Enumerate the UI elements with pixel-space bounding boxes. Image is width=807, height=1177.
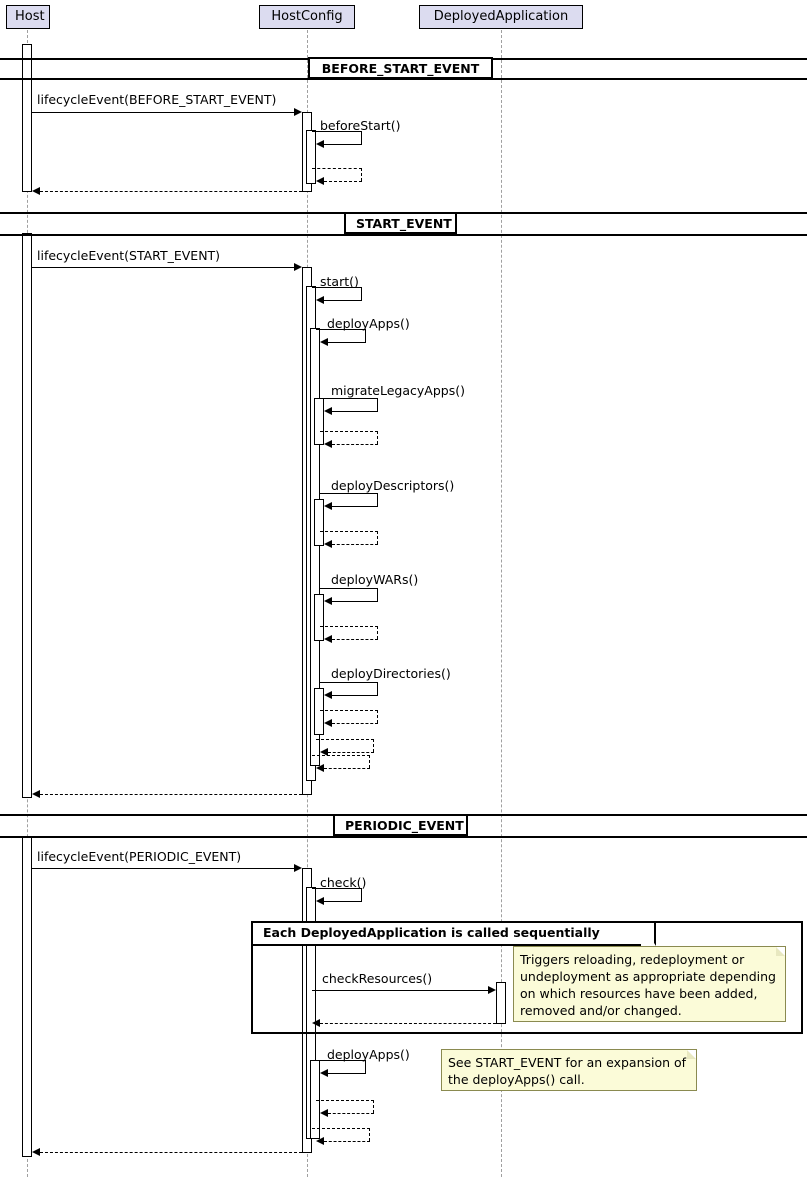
message-line-beforestart-top — [312, 131, 362, 132]
message-arrow-lifecycle-periodic — [294, 864, 302, 872]
return-arrow-beforestart — [316, 177, 324, 185]
return-arrow-start — [316, 764, 324, 772]
message-line-start-top — [312, 287, 362, 288]
message-line-lifecycle-before-start — [32, 112, 295, 113]
note-deployapps: See START_EVENT for an expansion of the deployApps() call. — [441, 1049, 697, 1091]
divider-rule-2b — [0, 234, 807, 236]
message-line-checkresources — [312, 990, 488, 991]
message-vert-descriptors — [377, 493, 378, 506]
return-arrow-descriptors — [324, 540, 332, 548]
activation-hostconfig-wars — [314, 594, 324, 641]
message-label-lifecycle-periodic: lifecycleEvent(PERIODIC_EVENT) — [37, 849, 242, 864]
message-arrow-check — [316, 897, 324, 905]
message-label-beforestart: beforeStart() — [320, 118, 401, 133]
message-line-directories-bot — [332, 695, 378, 696]
return-vert-deployapps1 — [373, 739, 374, 752]
message-line-start-bot — [324, 300, 362, 301]
return-arrow-host-2 — [32, 790, 40, 798]
message-label-check: check() — [320, 875, 367, 890]
return-arrow-host-3 — [32, 1148, 40, 1156]
message-line-deployapps2-top — [316, 1060, 366, 1061]
message-label-lifecycle-before-start: lifecycleEvent(BEFORE_START_EVENT) — [37, 92, 277, 107]
return-line-descriptors-top — [320, 531, 378, 532]
message-label-lifecycle-start: lifecycleEvent(START_EVENT) — [37, 248, 221, 263]
message-label-start: start() — [320, 274, 359, 289]
message-label-deployapps-1: deployApps() — [327, 316, 410, 331]
return-line-wars-top — [320, 626, 378, 627]
return-line-host-2 — [40, 794, 302, 795]
message-vert-start — [361, 287, 362, 300]
return-line-wars-bot — [332, 639, 378, 640]
message-line-directories-top — [320, 682, 378, 683]
message-line-migrate-bot — [332, 411, 378, 412]
return-vert-beforestart — [361, 168, 362, 181]
message-line-lifecycle-periodic — [32, 868, 295, 869]
activation-host-2 — [22, 233, 32, 798]
message-arrow-migrate — [324, 407, 332, 415]
activation-host-1 — [22, 44, 32, 192]
message-arrow-deployapps2 — [320, 1069, 328, 1077]
message-line-descriptors-bot — [332, 506, 378, 507]
message-vert-deployapps1 — [365, 329, 366, 342]
message-label-deploydirectories: deployDirectories() — [331, 666, 451, 681]
message-label-migratelegacyapps: migrateLegacyApps() — [331, 383, 465, 398]
return-line-check-top — [312, 1128, 370, 1129]
message-arrow-wars — [324, 597, 332, 605]
message-vert-wars — [377, 588, 378, 601]
return-line-descriptors-bot — [332, 544, 378, 545]
message-vert-migrate — [377, 398, 378, 411]
activation-host-3 — [22, 836, 32, 1157]
return-line-migrate-bot — [332, 444, 378, 445]
message-line-deployapps2-bot — [328, 1073, 366, 1074]
participant-deployedapplication[interactable]: DeployedApplication — [419, 5, 583, 29]
activation-hostconfig-descriptors — [314, 499, 324, 546]
return-line-deployapps1-top — [316, 739, 374, 740]
participant-host[interactable]: Host — [6, 5, 50, 29]
return-vert-directories — [377, 710, 378, 723]
message-line-wars-bot — [332, 601, 378, 602]
message-label-deploywars: deployWARs() — [331, 572, 419, 587]
return-line-check-bot — [324, 1141, 370, 1142]
return-line-start-top — [312, 755, 370, 756]
return-arrow-directories — [324, 719, 332, 727]
divider-rule-3b — [0, 836, 807, 838]
message-arrow-start — [316, 296, 324, 304]
message-label-checkresources: checkResources() — [322, 971, 433, 986]
note-fold-icon — [776, 947, 785, 956]
return-line-directories-top — [320, 710, 378, 711]
message-line-check-bot — [324, 901, 362, 902]
return-line-deployapps1-bot — [328, 752, 374, 753]
return-arrow-migrate — [324, 440, 332, 448]
message-vert-beforestart — [361, 131, 362, 144]
message-vert-check — [361, 888, 362, 901]
return-arrow-wars — [324, 635, 332, 643]
message-arrow-checkresources — [488, 986, 496, 994]
return-arrow-host-1 — [32, 187, 40, 195]
participant-hostconfig[interactable]: HostConfig — [259, 5, 355, 29]
divider-before-start-event: BEFORE_START_EVENT — [308, 57, 493, 79]
message-label-deployapps-2: deployApps() — [327, 1047, 410, 1062]
message-arrow-deployapps1 — [320, 338, 328, 346]
return-line-beforestart-top — [312, 168, 362, 169]
return-vert-deployapps2 — [373, 1100, 374, 1113]
message-arrow-lifecycle-before-start — [294, 108, 302, 116]
return-vert-start — [369, 755, 370, 768]
message-vert-directories — [377, 682, 378, 695]
activation-hostconfig-directories — [314, 688, 324, 735]
message-label-deploydescriptors: deployDescriptors() — [331, 478, 455, 493]
loop-frame-label-corner — [641, 923, 656, 946]
return-line-host-1 — [40, 191, 302, 192]
message-line-migrate-top — [320, 398, 378, 399]
message-line-wars-top — [320, 588, 378, 589]
message-vert-deployapps2 — [365, 1060, 366, 1073]
return-line-deployapps2-bot — [328, 1113, 374, 1114]
return-line-checkresources — [320, 1023, 496, 1024]
message-arrow-beforestart — [316, 140, 324, 148]
return-arrow-deployapps2 — [320, 1109, 328, 1117]
divider-start-event: START_EVENT — [344, 212, 457, 234]
divider-periodic-event: PERIODIC_EVENT — [333, 814, 468, 836]
activation-deployedapplication — [496, 982, 506, 1024]
message-line-check-top — [312, 888, 362, 889]
return-vert-check — [369, 1128, 370, 1141]
message-line-lifecycle-start — [32, 267, 295, 268]
message-line-descriptors-top — [320, 493, 378, 494]
return-line-beforestart-bot — [324, 181, 362, 182]
return-vert-descriptors — [377, 531, 378, 544]
return-line-deployapps2-top — [316, 1100, 374, 1101]
return-vert-migrate — [377, 431, 378, 444]
message-line-deployapps1-top — [316, 329, 366, 330]
message-arrow-lifecycle-start — [294, 263, 302, 271]
return-arrow-checkresources — [312, 1019, 320, 1027]
activation-hostconfig-migrate — [314, 398, 324, 445]
message-line-deployapps1-bot — [328, 342, 366, 343]
return-line-start-bot — [324, 768, 370, 769]
return-line-migrate-top — [320, 431, 378, 432]
loop-frame-label: Each DeployedApplication is called sequentially — [253, 923, 656, 946]
activation-hostconfig-1-inner — [306, 130, 316, 184]
note-checkresources: Triggers reloading, redeployment or undeployment as appropriate depending on which resources have been added, removed and/or changed. — [513, 946, 786, 1022]
return-line-directories-bot — [332, 723, 378, 724]
return-arrow-check — [316, 1137, 324, 1145]
return-line-host-3 — [40, 1152, 302, 1153]
return-vert-wars — [377, 626, 378, 639]
message-line-beforestart-bot — [324, 144, 362, 145]
message-arrow-directories — [324, 691, 332, 699]
message-arrow-descriptors — [324, 502, 332, 510]
note-fold-icon-2 — [687, 1050, 696, 1059]
